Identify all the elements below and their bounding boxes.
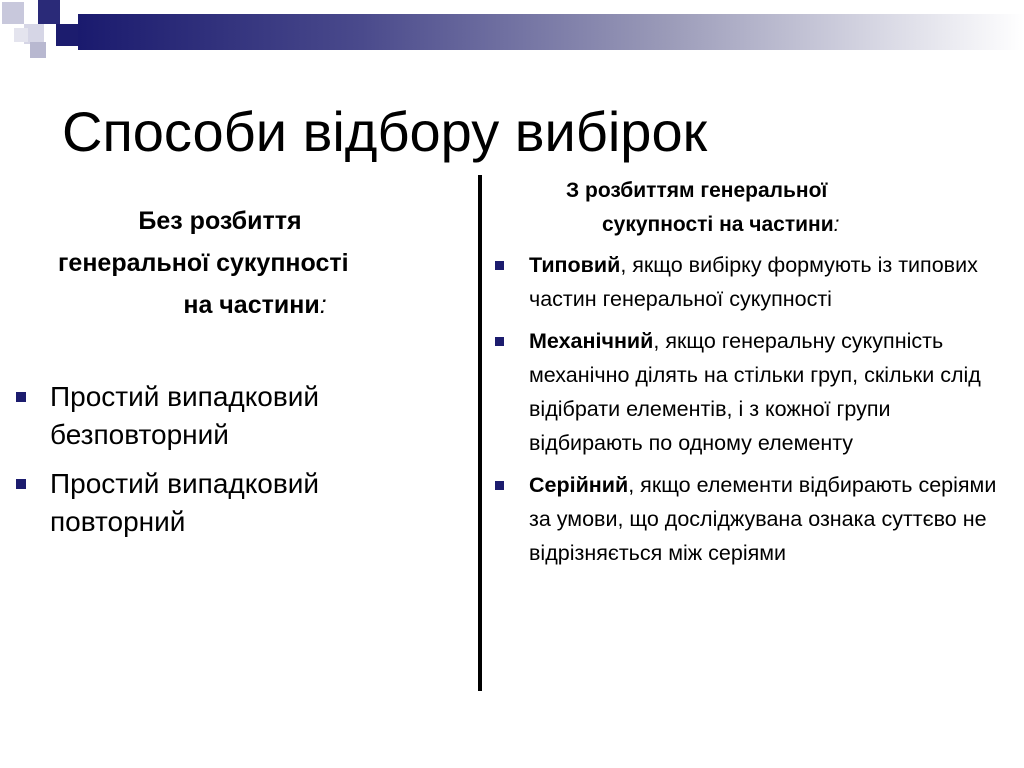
column-divider	[478, 175, 482, 691]
square-bullet-icon	[495, 261, 504, 270]
header-square-decoration	[2, 2, 24, 24]
right-heading-line: З розбиттям генеральної	[566, 179, 828, 202]
left-column-list	[12, 378, 472, 552]
left-column-heading	[40, 200, 470, 326]
method-description: , якщо генеральну сукупність механічно ділять на стільки груп, скільки слід відібрати елементів, і з кожної групи відбирають по одному елементу	[529, 329, 981, 455]
right-column-list	[490, 248, 1000, 578]
method-term: Серійний	[529, 473, 629, 497]
method-description: , якщо вибірку формують із типових частин генеральної сукупності	[529, 253, 978, 311]
method-description: , якщо елементи відбирають серіями за умови, що досліджувана ознака суттєво не відрізняється між серіями	[529, 473, 997, 565]
header-square-decoration	[14, 28, 28, 42]
list-item: Простий випадковий безповторний	[12, 378, 472, 454]
header-gradient-band	[78, 14, 1024, 50]
method-term: Механічний	[529, 329, 654, 353]
method-term: Типовий	[529, 253, 621, 277]
left-heading-line: на частини:	[183, 291, 327, 319]
header-square-decoration	[30, 42, 46, 58]
square-bullet-icon	[16, 479, 26, 489]
right-column-heading	[490, 174, 990, 242]
right-heading-line: сукупності на частини:	[602, 213, 840, 236]
header-square-decoration	[56, 24, 78, 46]
square-bullet-icon	[16, 392, 26, 402]
list-item	[490, 468, 1000, 570]
list-item	[490, 324, 1000, 460]
slide-title: Способи відбору вибірок	[62, 100, 708, 163]
list-item	[490, 248, 1000, 316]
header-square-decoration	[38, 0, 60, 24]
square-bullet-icon	[495, 337, 504, 346]
left-heading-line: генеральної сукупності	[58, 249, 349, 277]
left-heading-line: Без розбиття	[138, 207, 302, 235]
square-bullet-icon	[495, 481, 504, 490]
list-item: Простий випадковий повторний	[12, 465, 472, 541]
